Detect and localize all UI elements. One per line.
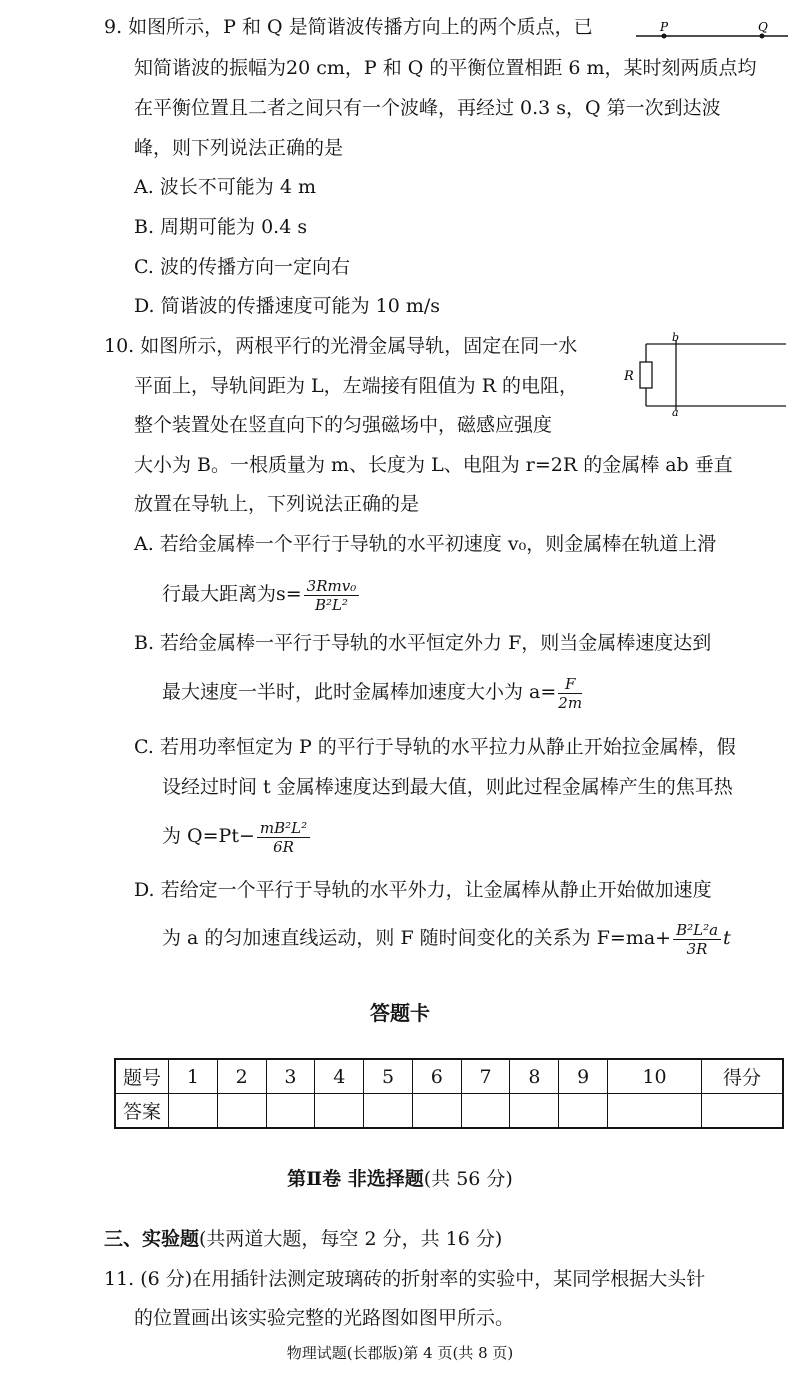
header-cell: 得分 [702,1059,784,1094]
resistor [640,362,652,388]
q10-option-c-line-2: 设经过时间 t 金属棒速度达到最大值，则此过程金属棒产生的焦耳热 [162,776,733,798]
header-cell: 4 [315,1059,364,1094]
header-cell: 2 [217,1059,266,1094]
section3-heading [104,1226,502,1252]
answer-cell[interactable] [315,1094,364,1129]
q10-option-b-line-1: B. 若给金属棒一平行于导轨的水平恒定外力 F，则当金属棒速度达到 [134,632,712,654]
table-row-header [115,1059,783,1094]
q10-option-c-line-1: C. 若用功率恒定为 P 的平行于导轨的水平拉力从静止开始拉金属棒，假 [134,736,736,758]
q11-line-2: 的位置画出该实验完整的光路图如图甲所示。 [134,1307,515,1329]
q9-option-b: B. 周期可能为 0.4 s [134,216,308,238]
q10-option-a-line-2 [162,572,361,616]
option-d-text: 为 a 的匀加速直线运动，则 F 随时间变化的关系为 F=ma+ [162,927,672,949]
part2-note: (共 56 分) [423,1168,513,1190]
heat-fraction [257,820,310,855]
header-cell: 1 [169,1059,218,1094]
option-b-text: 最大速度一半时，此时金属棒加速度大小为 a= [162,681,557,703]
q10-line-5: 放置在导轨上，下列说法正确的是 [134,493,420,515]
answer-row-label: 答案 [115,1094,169,1129]
part2-heading [0,1166,800,1192]
q9-option-a: A. 波长不可能为 4 m [134,176,316,198]
q10-line-4: 大小为 B。一根质量为 m、长度为 L、电阻为 r=2R 的金属棒 ab 垂直 [134,454,733,476]
label-r: R [624,369,634,384]
q10-line-2: 平面上，导轨间距为 L，左端接有阻值为 R 的电阻， [134,375,579,397]
header-cell: 8 [510,1059,559,1094]
label-a: a [672,406,679,416]
part2-title: 第Ⅱ卷 非选择题 [287,1168,424,1190]
distance-fraction [304,578,360,613]
header-cell: 3 [266,1059,315,1094]
point-p [662,34,667,39]
answer-cell[interactable] [169,1094,218,1129]
fraction-denominator: 3R [686,939,708,958]
q10-option-b-line-2 [162,670,584,714]
answer-card-table [114,1058,784,1129]
table-row-answers [115,1094,783,1129]
section3-note: (共两道大题，每空 2 分，共 16 分) [199,1228,503,1250]
force-fraction [673,922,721,957]
q9-line-2: 知简谐波的振幅为20 cm，P 和 Q 的平衡位置相距 6 m，某时刻两质点均 [134,57,757,79]
header-cell: 10 [608,1059,702,1094]
q10-line-1: 10. 如图所示，两根平行的光滑金属导轨，固定在同一水 [104,335,578,357]
point-q [760,34,765,39]
q9-line-3: 在平衡位置且二者之间只有一个波峰，再经过 0.3 s，Q 第一次到达波 [134,97,721,119]
label-p: P [660,20,669,34]
acceleration-fraction [558,676,582,711]
answer-cell[interactable] [559,1094,608,1129]
header-cell: 6 [412,1059,461,1094]
fraction-denominator: 6R [273,837,294,856]
page-footer: 物理试题(长郡版)第 4 页(共 8 页) [286,1344,514,1362]
q10-option-d-line-2 [162,916,731,960]
q10-option-c-line-3 [162,814,312,858]
fraction-numerator: F [558,676,582,694]
answer-cell[interactable] [217,1094,266,1129]
header-cell: 7 [461,1059,510,1094]
q10-option-d-line-1: D. 若给定一个平行于导轨的水平外力，让金属棒从静止开始做加速度 [134,879,712,901]
label-q: Q [758,20,768,34]
label-b: b [672,331,680,344]
answer-cell[interactable] [608,1094,702,1129]
answer-cell[interactable] [510,1094,559,1129]
fraction-denominator: 2m [558,693,583,712]
answer-cell[interactable] [412,1094,461,1129]
fraction-denominator: B²L² [314,595,348,614]
score-cell[interactable] [702,1094,784,1129]
section3-title: 三、实验题 [104,1228,200,1250]
fraction-numerator: B²L²a [673,922,721,940]
q11-line-1: 11. (6 分)在用插针法测定玻璃砖的折射率的实验中，某同学根据大头针 [104,1268,706,1290]
fraction-numerator: 3Rmv₀ [304,578,360,596]
q9-wave-figure [632,20,792,44]
answer-cell[interactable] [266,1094,315,1129]
option-a-text: 行最大距离为s= [162,583,302,605]
answer-cell[interactable] [461,1094,510,1129]
fraction-numerator: mB²L² [257,820,310,838]
q9-option-c: C. 波的传播方向一定向右 [134,256,350,278]
q10-option-a-line-1: A. 若给金属棒一个平行于导轨的水平初速度 v₀，则金属棒在轨道上滑 [134,533,717,555]
time-variable: t [723,927,731,949]
q10-rail-figure [620,330,790,416]
option-c-text: 为 Q=Pt− [162,825,255,847]
answer-card-title: 答题卡 [370,1001,430,1025]
answer-cell[interactable] [364,1094,413,1129]
header-cell: 题号 [115,1059,169,1094]
header-cell: 5 [364,1059,413,1094]
header-cell: 9 [559,1059,608,1094]
q9-line-1: 9. 如图所示，P 和 Q 是简谐波传播方向上的两个质点，已 [104,16,593,38]
q9-option-d: D. 简谐波的传播速度可能为 10 m/s [134,295,441,317]
q9-line-4: 峰，则下列说法正确的是 [134,137,344,159]
q10-line-3: 整个装置处在竖直向下的匀强磁场中，磁感应强度 [134,414,553,436]
